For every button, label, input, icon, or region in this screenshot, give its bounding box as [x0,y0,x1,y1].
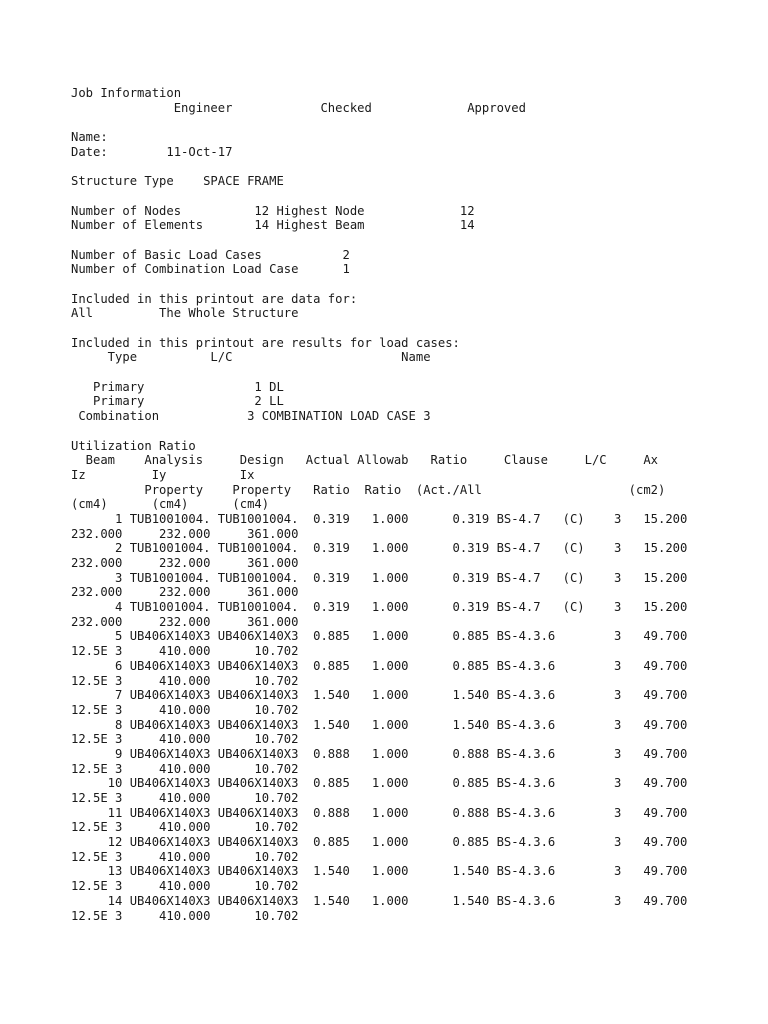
blank-line [71,159,687,174]
utilization-row-continuation: 12.5E 3 410.000 10.702 [71,908,299,923]
date-line: Date: 11-Oct-17 [71,144,233,159]
utilization-row-continuation: 12.5E 3 410.000 10.702 [71,761,299,776]
structure-type-line: Structure Type SPACE FRAME [71,174,284,189]
utilization-header-line: Property Property Ratio Ratio (Act./All (cm2) [71,482,666,497]
load-case-row: Combination 3 COMBINATION LOAD CASE 3 [71,409,431,424]
included-results-title: Included in this printout are results for load cases: [71,335,460,350]
utilization-row-main: 14 UB406X140X3 UB406X140X3 1.540 1.000 1.540 BS-4.3.6 3 49.700 [71,893,688,908]
utilization-row-main: 1 TUB1001004. TUB1001004. 0.319 1.000 0.319 BS-4.7 (C) 3 15.200 [71,511,688,526]
utilization-row-continuation: 12.5E 3 410.000 10.702 [71,849,299,864]
utilization-row-continuation: 12.5E 3 410.000 10.702 [71,791,299,805]
utilization-row-continuation: 12.5E 3 410.000 10.702 [71,644,299,659]
blank-line [71,365,687,380]
utilization-row-continuation: 12.5E 3 410.000 10.702 [71,732,299,747]
utilization-row-continuation: 12.5E 3 410.000 10.702 [71,820,299,835]
signoff-columns: Engineer Checked Approved [71,100,526,115]
load-case-row: Primary 1 DL [71,379,284,394]
utilization-row-main: 7 UB406X140X3 UB406X140X3 1.540 1.000 1.540 BS-4.3.6 3 49.700 [71,688,688,703]
utilization-row-main: 13 UB406X140X3 UB406X140X3 1.540 1.000 1.540 BS-4.3.6 3 49.700 [71,864,688,879]
utilization-title: Utilization Ratio [71,438,196,453]
utilization-rows [71,512,687,923]
utilization-row-main: 12 UB406X140X3 UB406X140X3 0.885 1.000 0.885 BS-4.3.6 3 49.700 [71,835,688,850]
utilization-row-main: 2 TUB1001004. TUB1001004. 0.319 1.000 0.319 BS-4.7 (C) 3 15.200 [71,541,688,556]
utilization-row-main: 6 UB406X140X3 UB406X140X3 0.885 1.000 0.885 BS-4.3.6 3 49.700 [71,658,688,673]
utilization-row-main: 10 UB406X140X3 UB406X140X3 0.885 1.000 0.885 BS-4.3.6 3 49.700 [71,776,688,791]
utilization-row-main: 5 UB406X140X3 UB406X140X3 0.885 1.000 0.885 BS-4.3.6 3 49.700 [71,629,688,644]
nodes-line: Number of Nodes 12 Highest Node 12 [71,203,475,218]
utilization-header-line: (cm4) (cm4) (cm4) [71,497,270,512]
included-data-row: All The Whole Structure [71,306,299,321]
combination-load-case-line: Number of Combination Load Case 1 [71,262,350,277]
blank-line [71,189,687,204]
utilization-row-continuation: 232.000 232.000 361.000 [71,556,299,570]
elements-line: Number of Elements 14 Highest Beam 14 [71,218,475,233]
utilization-header-line: Beam Analysis Design Actual Allowab Ratio Clause L/C Ax [71,453,658,468]
included-data-title: Included in this printout are data for: [71,291,358,306]
utilization-row-main: 9 UB406X140X3 UB406X140X3 0.888 1.000 0.888 BS-4.3.6 3 49.700 [71,746,688,761]
utilization-row-main: 8 UB406X140X3 UB406X140X3 1.540 1.000 1.540 BS-4.3.6 3 49.700 [71,717,688,732]
blank-line [71,115,687,130]
utilization-row-continuation: 232.000 232.000 361.000 [71,614,299,629]
utilization-row-main: 11 UB406X140X3 UB406X140X3 0.888 1.000 0.888 BS-4.3.6 3 49.700 [71,805,688,820]
blank-line [71,424,687,439]
utilization-row-continuation: 12.5E 3 410.000 10.702 [71,879,299,894]
utilization-row-continuation: 12.5E 3 410.000 10.702 [71,702,299,717]
blank-line [71,233,687,248]
utilization-row-main: 4 TUB1001004. TUB1001004. 0.319 1.000 0.319 BS-4.7 (C) 3 15.200 [71,600,688,615]
load-case-columns: Type L/C Name [71,350,431,365]
blank-line [71,277,687,292]
utilization-row-main: 3 TUB1001004. TUB1001004. 0.319 1.000 0.319 BS-4.7 (C) 3 15.200 [71,570,688,585]
utilization-header-line: Iz Iy Ix [71,467,255,482]
utilization-row-continuation: 232.000 232.000 361.000 [71,585,299,600]
blank-line [71,321,687,336]
report-document [71,86,687,923]
utilization-row-continuation: 12.5E 3 410.000 10.702 [71,673,299,688]
load-case-row: Primary 2 LL [71,394,284,409]
name-line: Name: [71,130,108,145]
job-information-title: Job Information [71,86,182,100]
utilization-row-continuation: 232.000 232.000 361.000 [71,526,299,541]
basic-load-cases-line: Number of Basic Load Cases 2 [71,247,350,262]
